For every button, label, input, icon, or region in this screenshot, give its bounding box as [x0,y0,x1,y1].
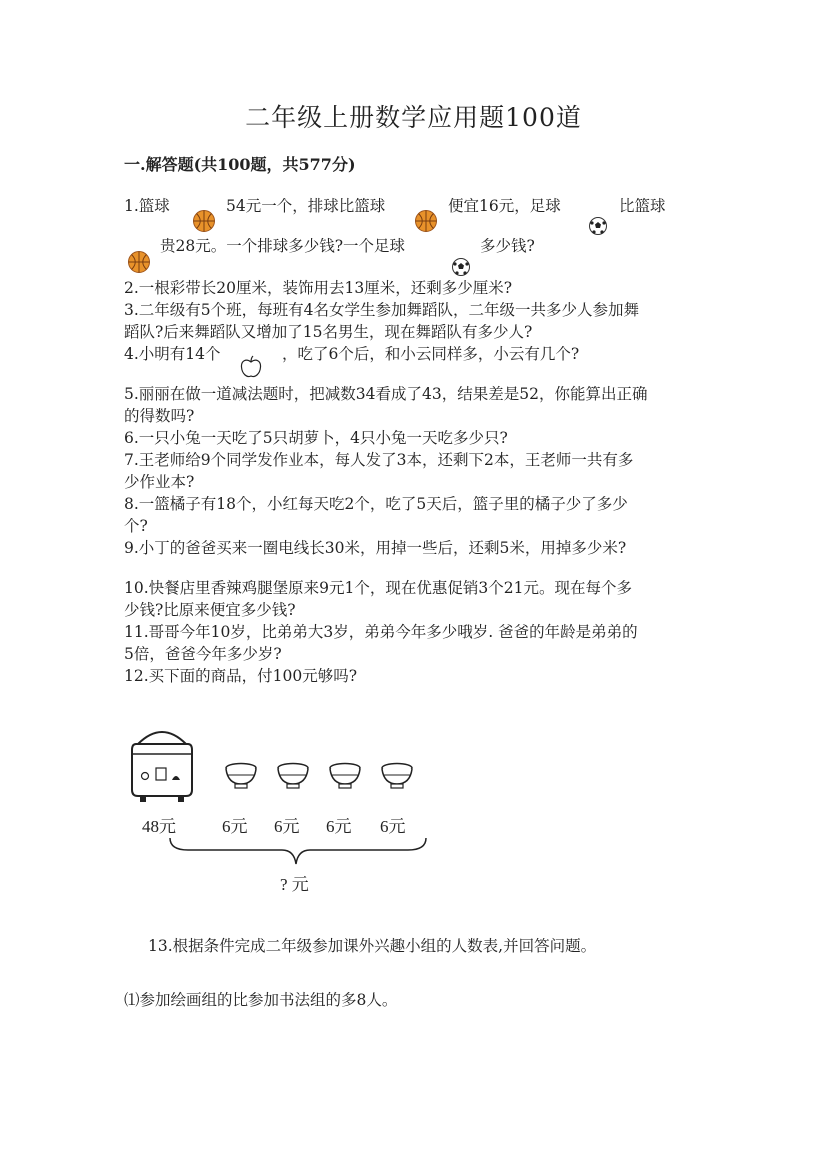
basketball-icon [127,250,151,274]
q5-line1: 5.丽丽在做一道减法题时，把减数34看成了43，结果差是52，你能算出正确 [124,385,648,403]
bowl-icon [224,762,258,790]
q12-text: 12.买下面的商品，付100元够吗? [124,667,358,685]
basketball-icon [414,209,438,233]
section-heading: 一.解答题(共100题，共577分) [124,155,356,174]
total-price: ? 元 [280,875,309,894]
q4-text-a: 4.小明有14个 [124,345,221,363]
q11-line1: 11.哥哥今年10岁，比弟弟大3岁，弟弟今年多少哦岁. 爸爸的年龄是弟弟的 [124,623,638,641]
rice-cooker-icon [130,724,194,806]
total-brace [168,836,428,866]
q7-line1: 7.王老师给9个同学发作业本，每人发了3本，还剩下2本，王老师一共有多 [124,451,634,469]
soccer-ball-icon [588,216,608,236]
bowl-price: 6元 [222,817,248,836]
cooker-price: 48元 [142,817,176,836]
q10-line1: 10.快餐店里香辣鸡腿堡原来9元1个，现在优惠促销3个21元。现在每个多 [124,579,632,597]
q1-text-f: 多少钱? [480,237,535,255]
bowl-price: 6元 [326,817,352,836]
q8-line2: 个? [124,517,148,535]
bowl-price: 6元 [274,817,300,836]
q1-text-e: 贵28元。一个排球多少钱?一个足球 [160,237,406,255]
bowl-icon [276,762,310,790]
soccer-ball-icon [451,257,471,277]
q8-line1: 8.一篮橘子有18个，小红每天吃2个，吃了5天后，篮子里的橘子少了多少 [124,495,628,513]
q7-line2: 少作业本? [124,473,195,491]
q4-text-b: ，吃了6个后，和小云同样多，小云有几个? [282,345,580,363]
bowl-icon [328,762,362,790]
q10-line2: 少钱?比原来便宜多少钱? [124,601,296,619]
shopping-figure [124,718,444,898]
q3-line2: 蹈队?后来舞蹈队又增加了15名男生，现在舞蹈队有多少人? [124,323,533,341]
basketball-icon [192,209,216,233]
q11-line2: 5倍，爸爸今年多少岁? [124,645,282,663]
q1-text-d: 比篮球 [619,197,666,215]
q5-line2: 的得数吗? [124,407,195,425]
q1-text-b: 54元一个，排球比篮球 [226,197,386,215]
q3-line1: 3.二年级有5个班，每班有4名女学生参加舞蹈队，二年级一共多少人参加舞 [124,301,640,319]
q1-text-a: 1.篮球 [124,197,170,215]
q9-text: 9.小丁的爸爸买来一圈电线长30米，用掉一些后，还剩5米，用掉多少米? [124,539,627,557]
q1-text-c: 便宜16元，足球 [448,197,561,215]
page-title: 二年级上册数学应用题100道 [245,103,582,132]
q13-text: 13.根据条件完成二年级参加课外兴趣小组的人数表,并回答问题。 [148,937,597,955]
q6-text: 6.一只小兔一天吃了5只胡萝卜，4只小兔一天吃多少只? [124,429,508,447]
apple-icon [240,355,262,379]
q2-text: 2.一根彩带长20厘米，装饰用去13厘米，还剩多少厘米? [124,279,513,297]
bowl-icon [380,762,414,790]
bowl-price: 6元 [380,817,406,836]
q13-sub1: ⑴参加绘画组的比参加书法组的多8人。 [124,991,398,1009]
